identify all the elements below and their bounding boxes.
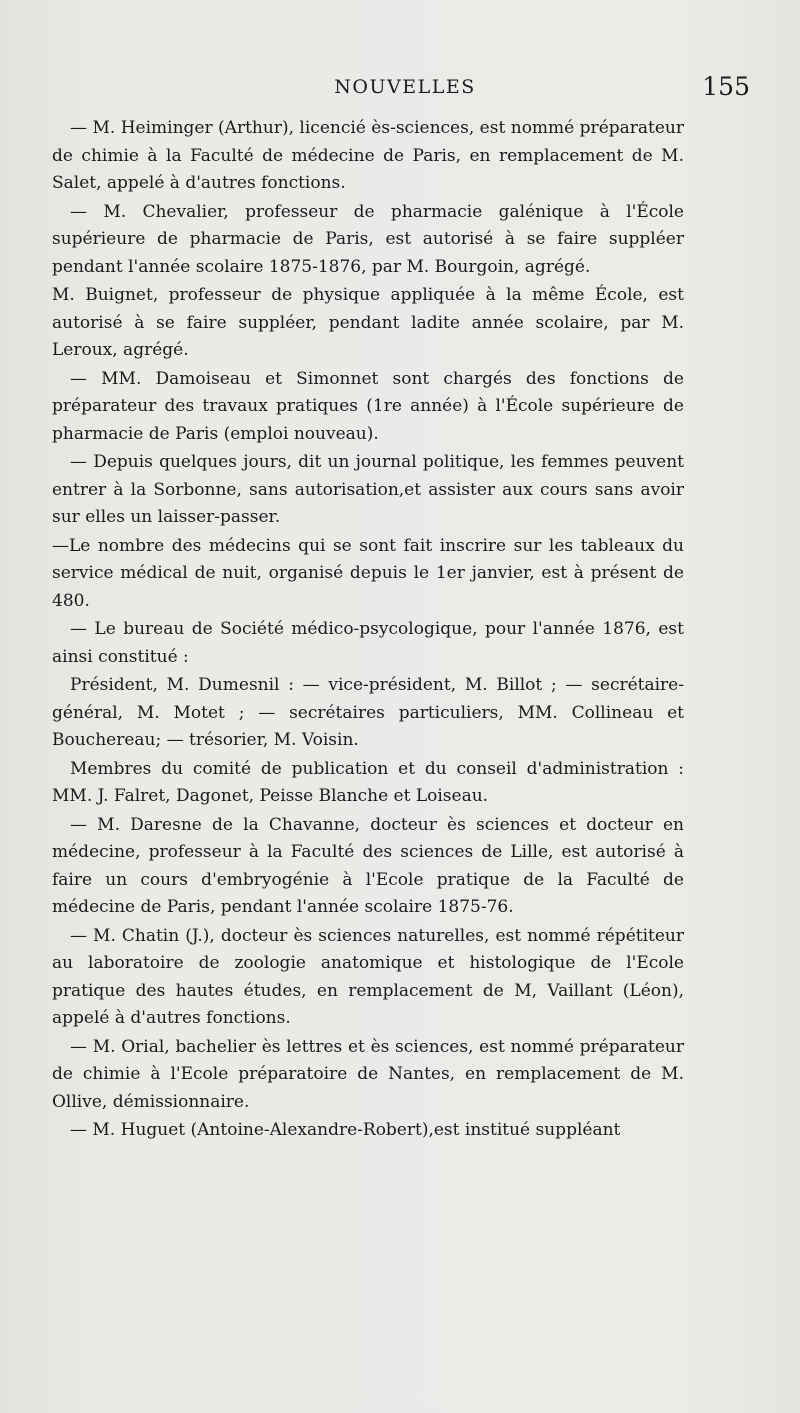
paragraph-huguet: — M. Huguet (Antoine-Alexandre-Robert),est institué suppléant	[70, 1120, 621, 1140]
paragraph-bureau-societe: — Le bureau de Société médico-psycologique, pour l'année 1876, est ainsi constitué :	[52, 619, 684, 667]
paragraph-sorbonne: — Depuis quelques jours, dit un journal politique, les femmes peuvent entrer à la Sorbonne, sans autorisation,et assister aux cours sans avoir sur elles un laisser-passer.	[52, 452, 684, 527]
paragraph-service-nuit: —Le nombre des médecins qui se sont fait inscrire sur les tableaux du service médical de nuit, organisé depuis le 1er janvier, est à présent de 480.	[52, 535, 684, 611]
paragraph-buignet: M. Buignet, professeur de physique appliquée à la même École, est autorisé à se faire suppléer, pendant ladite année scolaire, par M. Leroux, agrégé.	[52, 285, 684, 360]
paragraph-heiminger: — M. Heiminger (Arthur), licencié ès-sciences, est nommé préparateur de chimie à la Faculté de médecine de Paris, en remplacement de M. Salet, appelé à d'autres fonctions.	[52, 118, 684, 193]
paragraph-chatin: — M. Chatin (J.), docteur ès sciences naturelles, est nommé répétiteur au laboratoire de zoologie anatomique et histologique de l'Ecole pratique des hautes études, en remplacement de M, Vaillant (Léon), appelé à d'autres fonctions.	[52, 925, 684, 1028]
paragraph-membres: Membres du comité de publication et du conseil d'administration : MM. J. Falret, Dagonet, Peisse Blanche et Loiseau.	[52, 758, 684, 806]
body-text	[52, 115, 684, 1146]
page-header	[60, 72, 750, 106]
paragraph-daresne: — M. Daresne de la Chavanne, docteur ès sciences et docteur en médecine, professeur à la Faculté des sciences de Lille, est autorisé à faire un cours d'embryogénie à l'Ecole pratique de la Faculté de médecine de Paris, pendant l'année scolaire 1875-76.	[52, 814, 684, 917]
page-number: 155	[702, 72, 750, 101]
paragraph-damoiseau: — MM. Damoiseau et Simonnet sont chargés des fonctions de préparateur des travaux pratiques (1re année) à l'École supérieure de pharmacie de Paris (emploi nouveau).	[52, 368, 684, 444]
running-title: NOUVELLES	[334, 76, 476, 98]
paragraph-president: Président, M. Dumesnil : — vice-président, M. Billot ; — secrétaire-général, M. Motet ; — secrétaires particuliers, MM. Collineau et Bouchereau; — trésorier, M. Voisin.	[52, 675, 684, 750]
paragraph-orial: — M. Orial, bachelier ès lettres et ès sciences, est nommé préparateur de chimie à l'Ecole préparatoire de Nantes, en remplacement de M. Ollive, démissionnaire.	[52, 1036, 684, 1112]
paragraph-chevalier: — M. Chevalier, professeur de pharmacie galénique à l'École supérieure de pharmacie de Paris, est autorisé à se faire suppléer pendant l'année scolaire 1875-1876, par M. Bourgoin, agrégé.	[52, 201, 684, 277]
